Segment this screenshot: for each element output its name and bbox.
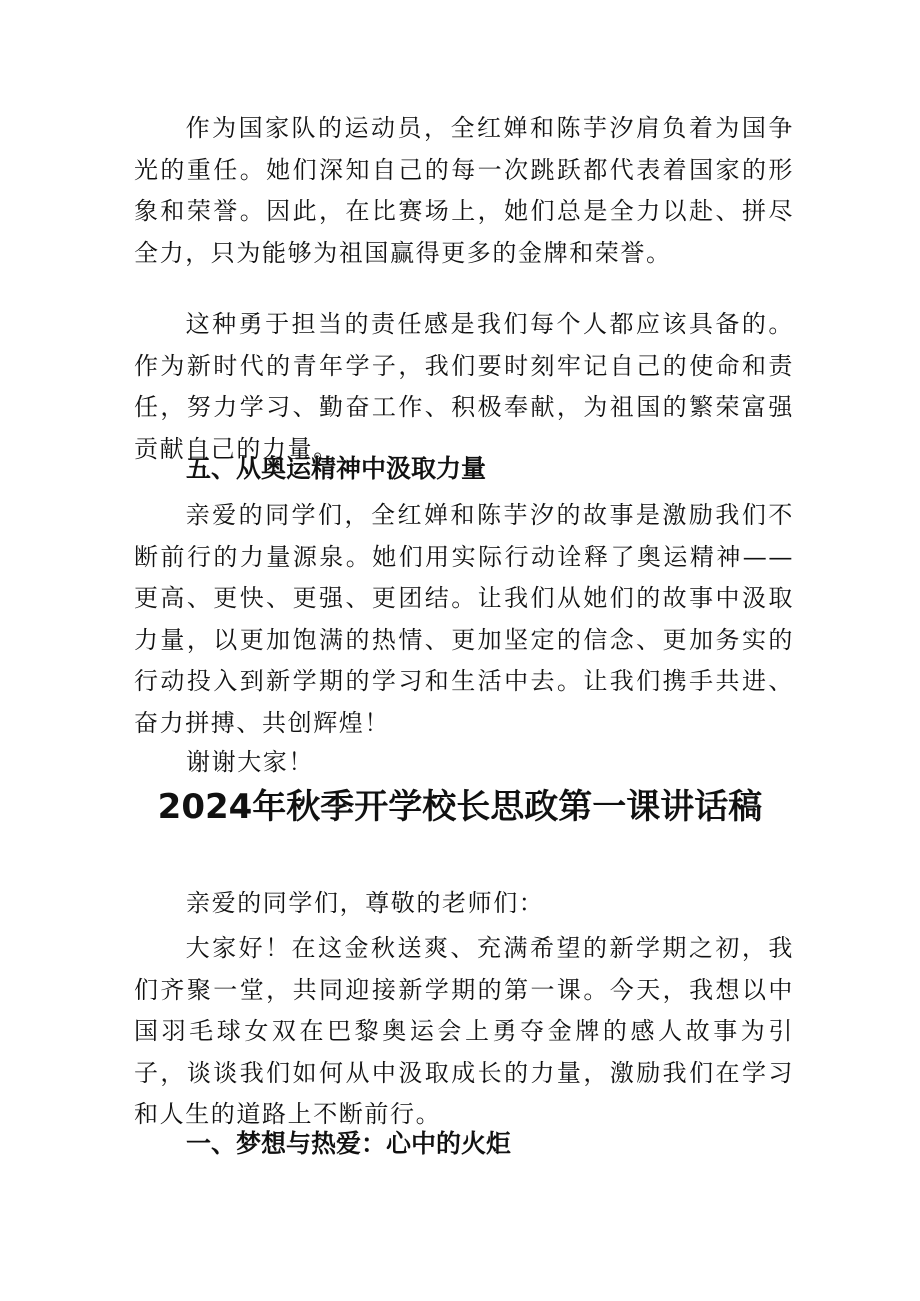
closing-thanks: 谢谢大家！	[186, 748, 314, 776]
section-heading-one: 一、梦想与热爱：心中的火炬	[186, 1129, 512, 1158]
paragraph-olympic-spirit: 亲爱的同学们，全红婵和陈芋汐的故事是激励我们不断前行的力量源泉。她们用实际行动诠释了奥运精神——更高、更快、更强、更团结。让我们从她们的故事中汲取力量，以更加饱满的热情、更加坚定的信念、更加务实的行动投入到新学期的学习和生活中去。让我们携手共进、奋力拼搏、共创辉煌！	[134, 501, 794, 737]
paragraph-responsibility: 作为国家队的运动员，全红婵和陈芋汐肩负着为国争光的重任。她们深知自己的每一次跳跃都代表着国家的形象和荣誉。因此，在比赛场上，她们总是全力以赴、拼尽全力，只为能够为祖国赢得更多的金牌和荣誉。	[134, 114, 794, 267]
greeting: 亲爱的同学们，尊敬的老师们：	[186, 889, 545, 917]
paragraph-intro: 大家好！在这金秋送爽、充满希望的新学期之初，我们齐聚一堂，共同迎接新学期的第一课。今天，我想以中国羽毛球女双在巴黎奥运会上勇夺金牌的感人故事为引子，谈谈我们如何从中汲取成长的力量，激励我们在学习和人生的道路上不断前行。	[134, 934, 794, 1128]
paragraph-youth-duty: 这种勇于担当的责任感是我们每个人都应该具备的。作为新时代的青年学子，我们要时刻牢记自己的使命和责任，努力学习、勤奋工作、积极奉献，为祖国的繁荣富强贡献自己的力量。	[134, 310, 794, 463]
page-title: 2024年秋季开学校长思政第一课讲话稿	[157, 787, 763, 827]
section-heading-five: 五、从奥运精神中汲取力量	[186, 454, 487, 483]
